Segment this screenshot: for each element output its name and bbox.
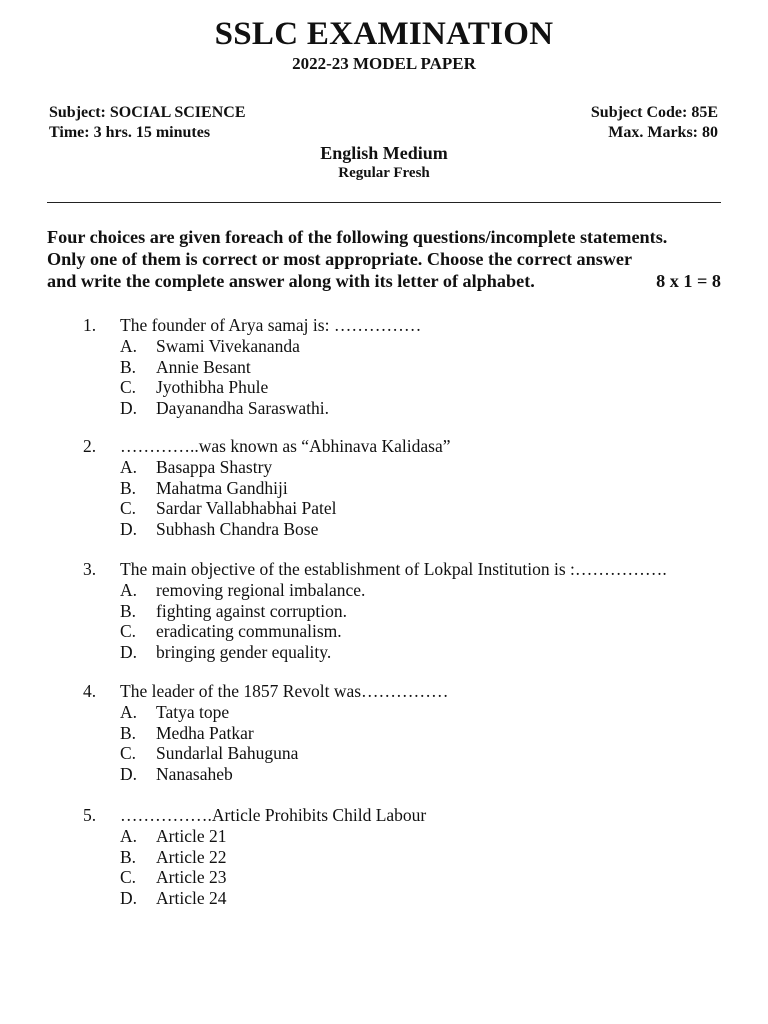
option-letter: D. [120, 398, 138, 419]
option-text: Subhash Chandra Bose [156, 519, 319, 540]
instruction-line: Four choices are given foreach of the following questions/incomplete statements. [47, 227, 668, 247]
option-text: Basappa Shastry [156, 456, 273, 477]
option-text: Sundarlal Bahuguna [156, 743, 299, 764]
question-text: …………….Article Prohibits Child Labour [120, 805, 427, 825]
option-letter: C. [120, 377, 137, 398]
option-d [83, 519, 450, 540]
exam-meta-right [591, 103, 718, 143]
option-c [83, 377, 421, 398]
subject-code-label: Subject Code: 85E [590, 104, 718, 121]
option-text: removing regional imbalance. [156, 579, 366, 600]
option-letter: B. [120, 600, 137, 621]
question-stem [83, 436, 450, 457]
option-a [83, 580, 667, 601]
option-d [83, 642, 667, 663]
question-text: The leader of the 1857 Revolt was…………… [120, 681, 449, 701]
medium-label: English Medium [320, 143, 448, 163]
section-marks: 8 x 1 = 8 [656, 271, 721, 291]
question-number: 1. [83, 315, 97, 335]
option-a [83, 826, 426, 847]
option-text: Annie Besant [156, 356, 251, 377]
option-d [83, 764, 449, 785]
option-text: Tatya tope [156, 701, 230, 722]
option-letter: A. [120, 701, 138, 722]
option-d [83, 888, 426, 909]
option-a [83, 336, 421, 357]
question-stem [83, 805, 426, 826]
option-letter: C. [120, 867, 137, 888]
option-text: Article 22 [156, 846, 227, 867]
option-b [83, 601, 667, 622]
option-letter: A. [120, 456, 138, 477]
option-letter: B. [120, 477, 137, 498]
question-5 [83, 805, 426, 909]
option-letter: B. [120, 722, 137, 743]
instruction-line-text: and write the complete answer along with its letter of alphabet. [47, 271, 535, 291]
option-letter: D. [120, 764, 138, 785]
subject-label: Subject: SOCIAL SCIENCE [49, 104, 246, 121]
exam-title: SSLC EXAMINATION [214, 16, 554, 52]
option-b [83, 847, 426, 868]
option-b [83, 478, 450, 499]
question-text: The founder of Arya samaj is: …………… [120, 315, 422, 335]
option-text: fighting against corruption. [156, 600, 348, 621]
question-number: 3. [83, 559, 97, 579]
question-number: 2. [83, 436, 97, 456]
exam-meta-left [49, 103, 245, 143]
question-4 [83, 681, 449, 785]
question-2 [83, 436, 450, 540]
question-number: 5. [83, 805, 97, 825]
option-letter: D. [120, 519, 138, 540]
option-letter: D. [120, 642, 138, 663]
header-divider [47, 202, 721, 203]
option-text: Swami Vivekananda [156, 335, 300, 356]
option-c [83, 867, 426, 888]
instructions-block [47, 226, 727, 292]
option-letter: A. [120, 825, 138, 846]
option-text: Mahatma Gandhiji [156, 477, 288, 498]
instruction-line: Only one of them is correct or most appropriate. Choose the correct answer [47, 249, 633, 269]
exam-subtitle: 2022-23 MODEL PAPER [292, 54, 476, 73]
option-text: Jyothibha Phule [156, 377, 269, 398]
question-stem [83, 315, 421, 336]
option-text: Nanasaheb [156, 764, 233, 785]
option-text: Sardar Vallabhabhai Patel [156, 498, 337, 519]
time-label: Time: 3 hrs. 15 minutes [49, 124, 211, 141]
question-text: The main objective of the establishment of Lokpal Institution is :……………. [120, 559, 667, 579]
option-letter: A. [120, 335, 138, 356]
option-letter: A. [120, 579, 138, 600]
option-text: Article 23 [156, 867, 227, 888]
option-text: bringing gender equality. [156, 642, 332, 663]
question-number: 4. [83, 681, 97, 701]
option-c [83, 498, 450, 519]
option-b [83, 357, 421, 378]
option-letter: C. [120, 621, 137, 642]
option-d [83, 398, 421, 419]
option-a [83, 457, 450, 478]
option-text: Medha Patkar [156, 722, 254, 743]
option-text: Article 24 [156, 888, 227, 909]
option-a [83, 702, 449, 723]
option-letter: C. [120, 498, 137, 519]
question-stem [83, 559, 667, 580]
question-text: …………..was known as “Abhinava Kalidasa” [120, 436, 451, 456]
option-text: Dayanandha Saraswathi. [156, 398, 329, 419]
stream-label: Regular Fresh [338, 165, 430, 181]
option-letter: D. [120, 888, 138, 909]
question-stem [83, 681, 449, 702]
option-c [83, 621, 667, 642]
option-c [83, 743, 449, 764]
option-text: Article 21 [156, 825, 227, 846]
option-letter: B. [120, 846, 137, 867]
option-b [83, 723, 449, 744]
max-marks-label: Max. Marks: 80 [608, 124, 718, 141]
question-1 [83, 315, 421, 419]
option-letter: C. [120, 743, 137, 764]
instruction-line-last [47, 270, 727, 292]
question-3 [83, 559, 667, 663]
option-text: eradicating communalism. [156, 621, 342, 642]
option-letter: B. [120, 356, 137, 377]
